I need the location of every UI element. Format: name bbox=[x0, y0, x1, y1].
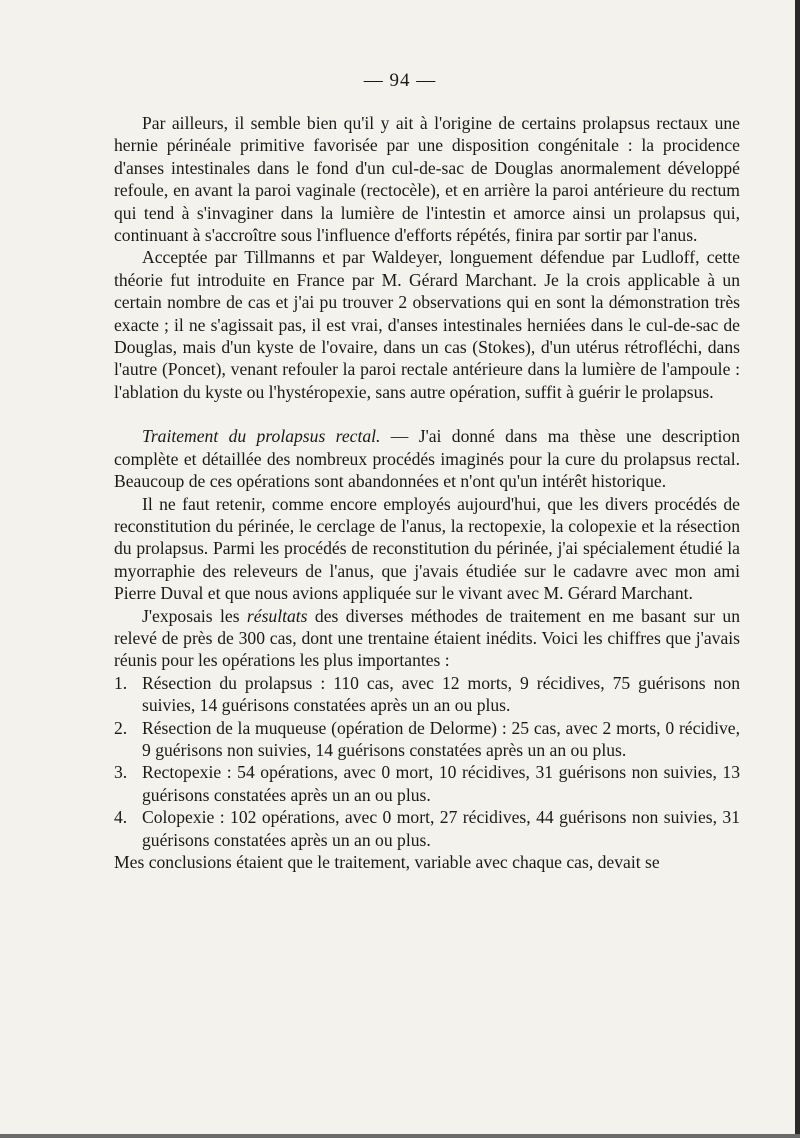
paragraph-4: Il ne faut retenir, comme encore employés aujourd'hui, que les divers procédés de reconstitution du périnée, le cerclage de l'anus, la rectopexie, la colopexie et la résection du prolapsus. Parmi les procédés de reconstitution du périnée, j'ai spécialement étudié la myorraphie des releveurs de l'anus, que j'avais étudiée sur le cadavre avec mon ami Pierre Duval et que nous avions appliquée sur le vivant avec M. Gérard Marchant. bbox=[114, 493, 740, 604]
list-item bbox=[114, 761, 740, 806]
list-item-text: Résection du prolapsus : 110 cas, avec 12 morts, 9 récidives, 75 guérisons non suivies, 14 guérisons constatées après un an ou plus. bbox=[142, 672, 740, 716]
list-item-text: Résection de la muqueuse (opération de Delorme) : 25 cas, avec 2 morts, 0 récidive, 9 guérisons non suivies, 14 guérisons constatées après un an ou plus. bbox=[142, 717, 740, 760]
list-item-number: 2. bbox=[114, 717, 128, 738]
section-heading: Traitement du prolapsus rectal. bbox=[142, 426, 381, 447]
list-item-number: 4. bbox=[114, 807, 128, 828]
list-item-text: Rectopexie : 54 opérations, avec 0 mort, 10 récidives, 31 guérisons non suivies, 13 guérisons constatées après un an ou plus. bbox=[142, 762, 740, 805]
paragraph-5 bbox=[114, 605, 740, 672]
list-item-number: 1. bbox=[114, 672, 128, 693]
paragraph-2: Acceptée par Tillmanns et par Waldeyer, longuement défendue par Ludloff, cette théorie fut introduite en France par M. Gérard Marchant. Je la crois applicable à un certain nombre de cas et j'ai pu trouver 2 observations qui en sont la démonstration très exacte ; il ne s'agissait pas, il est vrai, d'anses intestinales herniées dans le cul-de-sac de Douglas, mais d'un kyste de l'ovaire, dans un cas (Stokes), d'un utérus rétrofléchi, dans l'autre (Poncet), venant refouler la paroi rectale antérieure dans la lumière de l'ampoule : l'ablation du kyste ou l'hystéropexie, sans autre opération, suffit à guérir le prolapsus. bbox=[114, 247, 740, 402]
paragraph-6: Mes conclusions étaient que le traitement, variable avec chaque cas, devait se bbox=[114, 852, 660, 872]
paragraph-3 bbox=[114, 425, 740, 492]
page-number: — 94 — bbox=[363, 70, 437, 91]
emphasis-resultats: résultats bbox=[246, 605, 308, 626]
paragraph-1: Par ailleurs, il semble bien qu'il y ait à l'origine de certains prolapsus rectaux une hernie périnéale primitive favorisée par une disposition congénitale : la procidence d'anses intestinales dans le fond d'un cul-de-sac de Douglas anormalement développé refoule, en avant la paroi vaginale (rectocèle), et en arrière la paroi antérieure du rectum qui tend à s'invaginer dans la lumière de l'intestin et amorce ainsi un prolapsus qui, continuant à s'accroître sous l'influence d'efforts répétés, finira par sortir par l'anus. bbox=[114, 113, 740, 246]
paragraph-5-text: des diverses méthodes de traitement en me basant sur un relevé de près de 300 cas, dont une trentaine étaient inédits. Voici les chiffres que j'avais réunis pour les opérations les plus importantes : bbox=[114, 605, 740, 671]
scan-edge-right bbox=[795, 0, 800, 1138]
paragraph-5-start: J'exposais les bbox=[142, 605, 247, 626]
results-list bbox=[114, 672, 740, 851]
paragraph-3-text: — J'ai donné dans ma thèse une description complète et détaillée des nombreux procédés imaginés pour la cure du prolapsus rectal. Beaucoup de ces opérations sont abandonnées et n'ont qu'un intérêt historique. bbox=[114, 426, 741, 492]
list-item-number: 3. bbox=[114, 762, 128, 783]
list-item bbox=[114, 672, 740, 717]
list-item bbox=[114, 717, 740, 762]
section-gap bbox=[114, 403, 740, 425]
list-item bbox=[114, 806, 740, 851]
scan-edge-bottom bbox=[0, 1134, 800, 1138]
list-item-text: Colopexie : 102 opérations, avec 0 mort, 27 récidives, 44 guérisons non suivies, 31 guérisons constatées après un an ou plus. bbox=[142, 807, 740, 850]
body-text bbox=[114, 112, 740, 873]
